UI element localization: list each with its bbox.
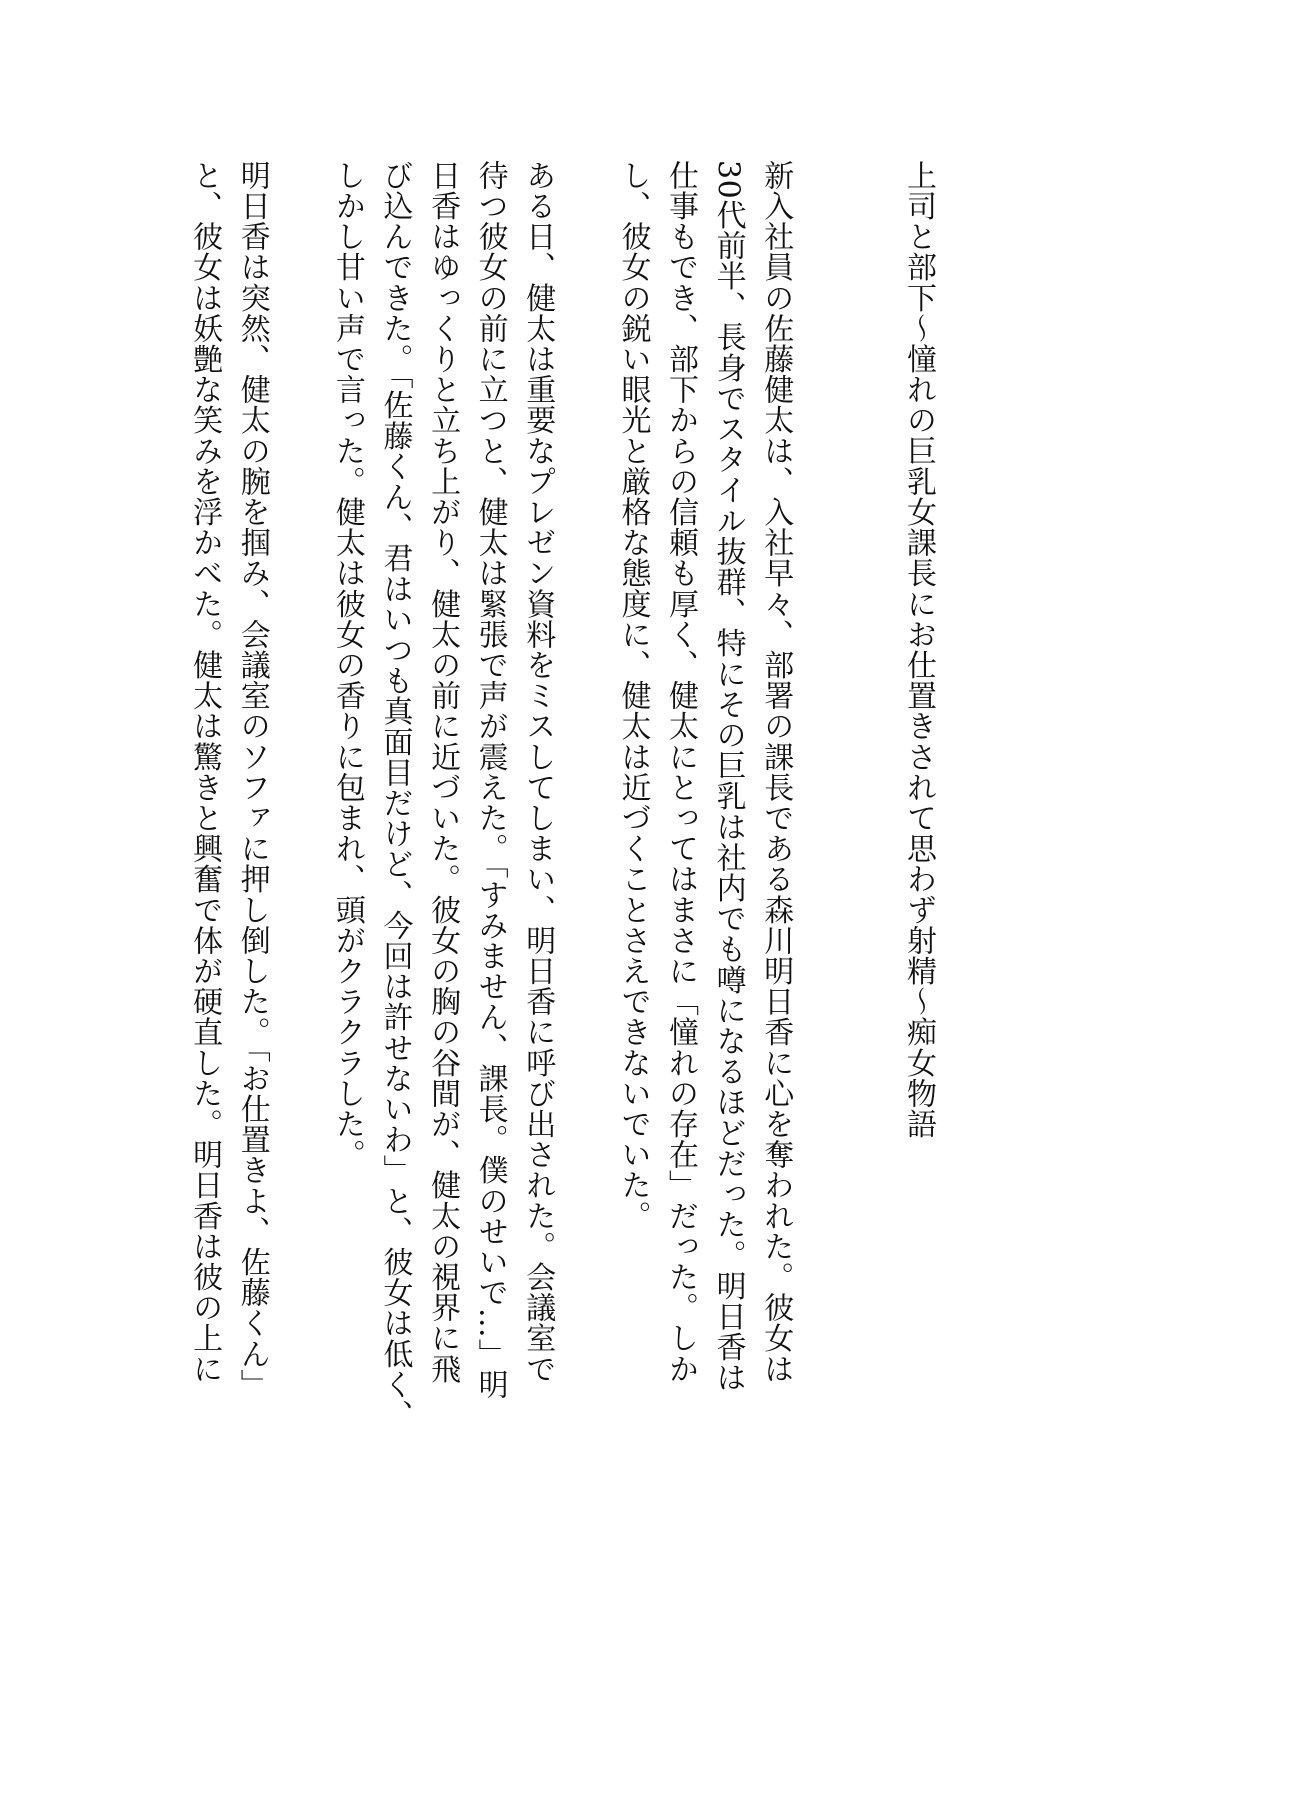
text-line: 日香はゆっくりと立ち上がり、健太の前に近づいた。彼女の胸の谷間が、健太の視界に飛 [425,160,461,1384]
blank-line [276,160,324,1410]
blank-line [799,160,847,1410]
text-line: しかし甘い声で言った。健太は彼女の香りに包まれ、頭がクラクラした。 [329,160,365,1170]
text-line: ある日、健太は重要なプレゼン資料をミスしてしまい、明日香に呼び出された。会議室で [520,160,556,1384]
text-line: し、彼女の鋭い眼光と厳格な態度に、健太は近づくことさえできないでいた。 [615,160,651,1231]
text-line: 新入社員の佐藤健太は、入社早々、部署の課長である森川明日香に心を奪われた。彼女は [758,160,794,1384]
text-line: 待つ彼女の前に立つと、健太は緊張で声が震えた。「すみません、課長。僕のせいで…」明 [472,160,508,1400]
vertical-text-document [181,160,943,1431]
text-line: 仕事もでき、部下からの信頼も厚く、健太にとってはまさに「憧れの存在」だった。しか [663,160,699,1384]
document-title: 上司と部下〜憧れの巨乳女課長にお仕置きされて思わず射精〜痴女物語 [901,160,936,1140]
blank-line [847,160,895,1410]
text-line: と、彼女は妖艶な笑みを浮かべた。健太は驚きと興奮で体が硬直した。明日香は彼の上に [187,160,223,1384]
blank-line [561,160,609,1410]
text-line: び込んできた。「佐藤くん、君はいつも真面目だけど、今回は許せないわ」と、彼女は低く、 [377,160,413,1431]
text-line: 明日香は突然、健太の腕を掴み、会議室のソファに押し倒した。「お仕置きよ、佐藤くん」 [234,160,270,1400]
text-line: 30代前半、長身でスタイル抜群、特にその巨乳は社内でも噂になるほどだった。明日香は [710,160,746,1393]
